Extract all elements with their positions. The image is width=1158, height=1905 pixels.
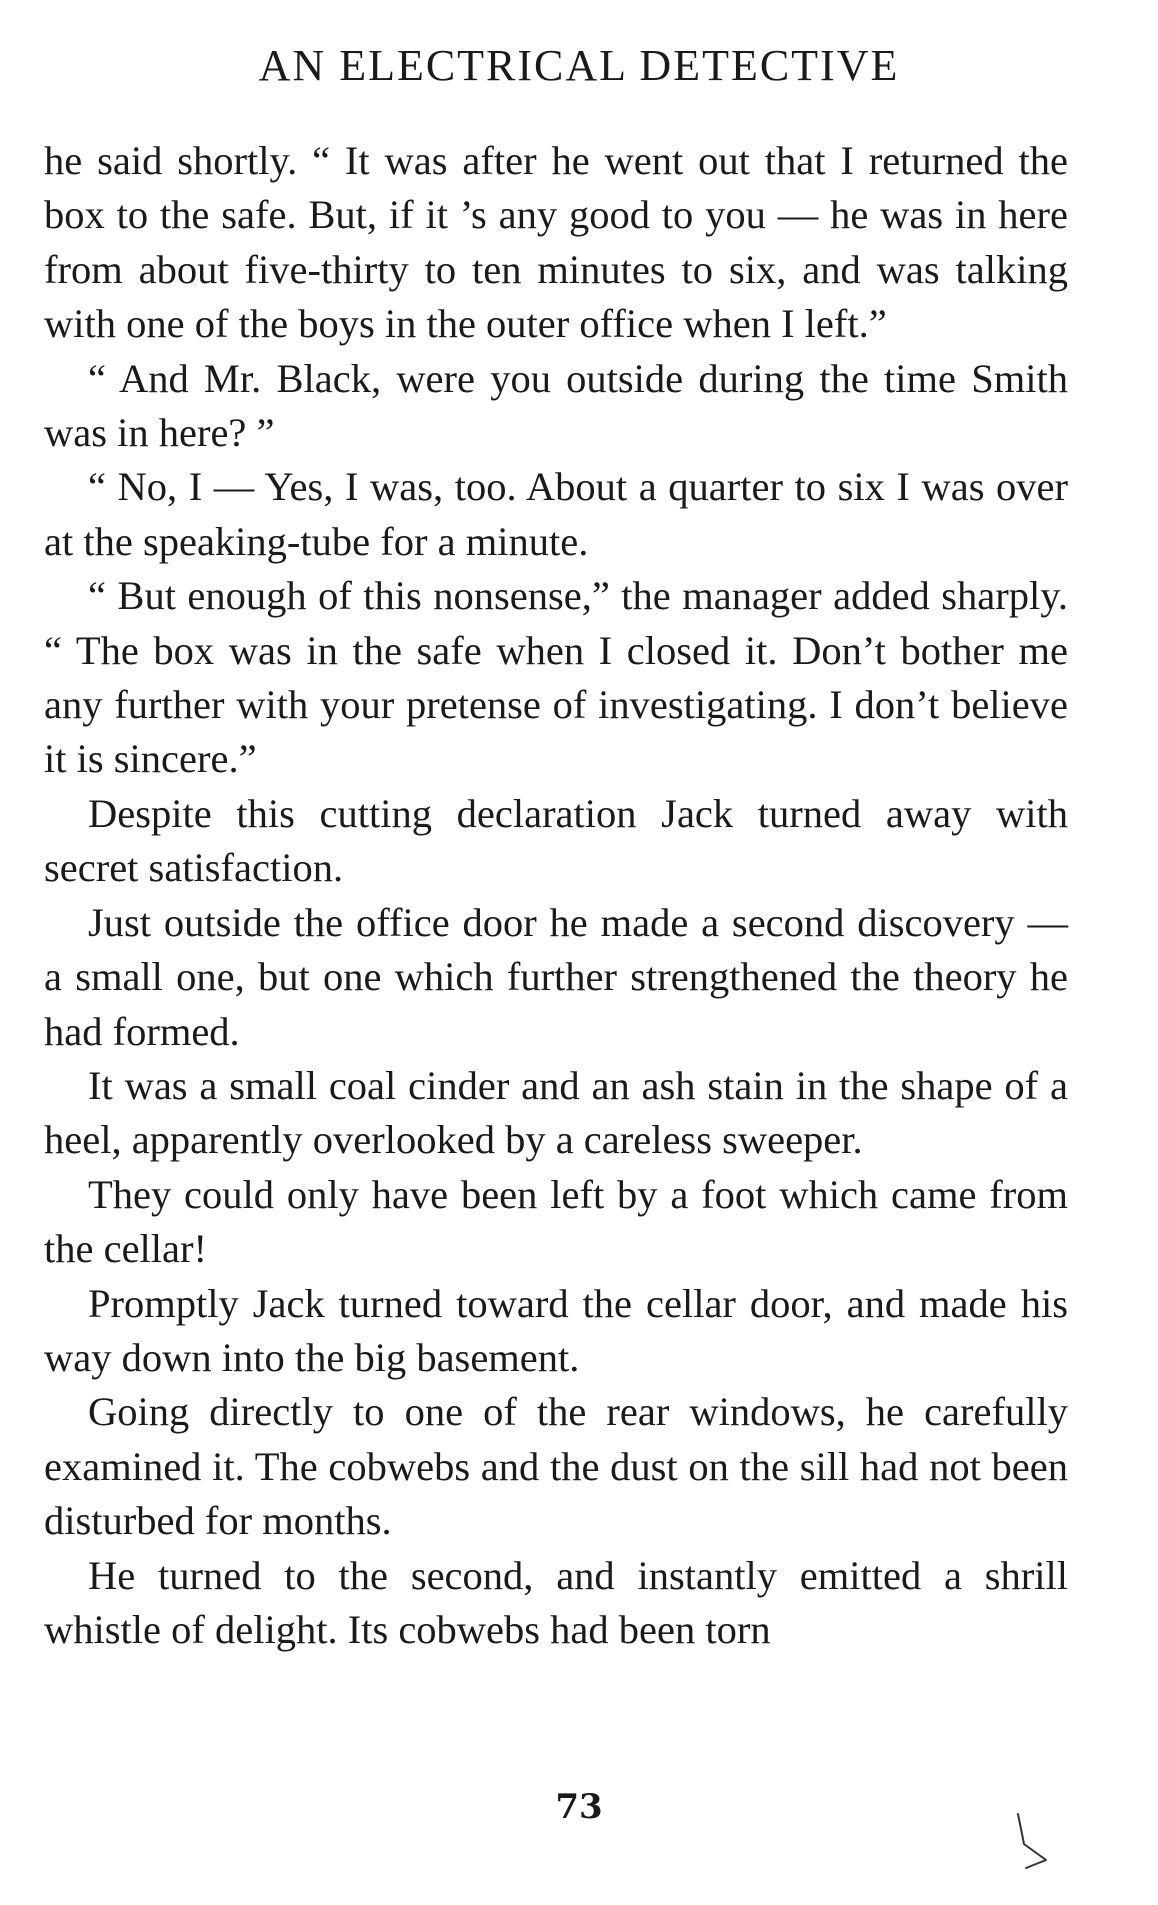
paragraph: “ And Mr. Black, were you outside during the time Smith was in here? ” (44, 355, 1068, 456)
paragraph: “ But enough of this nonsense,” the manager added sharply. “ The box was in the safe when I closed it. Don’t bother me any further with your pretense of investigating. I don’t believe it is sincere.” (44, 573, 1068, 782)
running-head: AN ELECTRICAL DETECTIVE (258, 41, 900, 90)
pencil-mark-icon (1012, 1810, 1052, 1870)
paragraph: He turned to the second, and instantly emitted a shrill whistle of delight. Its cobwebs had been torn (44, 1552, 1068, 1652)
paragraph: Promptly Jack turned toward the cellar door, and made his way down into the big basement. (44, 1280, 1068, 1380)
paragraph: “ No, I — Yes, I was, too. About a quarter to six I was over at the speaking-tube for a minute. (44, 464, 1068, 564)
paragraph: It was a small coal cinder and an ash stain in the shape of a heel, apparently overlooked by a careless sweeper. (44, 1062, 1068, 1163)
page-number: 73 (555, 1787, 603, 1827)
body-text (44, 134, 1068, 1657)
paragraph: Going directly to one of the rear windows, he carefully examined it. The cobwebs and the dust on the sill had not been disturbed for months. (44, 1389, 1068, 1544)
paragraph: Despite this cutting declaration Jack turned away with secret satisfaction. (44, 790, 1068, 891)
paragraph: They could only have been left by a foot which came from the cellar! (44, 1171, 1068, 1272)
paragraph: Just outside the office door he made a second discovery — a small one, but one which further strengthened the theory he had formed. (44, 899, 1068, 1054)
paragraph: he said shortly. “ It was after he went out that I returned the box to the safe. But, if it ’s any good to you — he was in here from about five-thirty to ten minutes to six, and was talking with one of the boys in the outer office when I left.” (44, 138, 1068, 347)
